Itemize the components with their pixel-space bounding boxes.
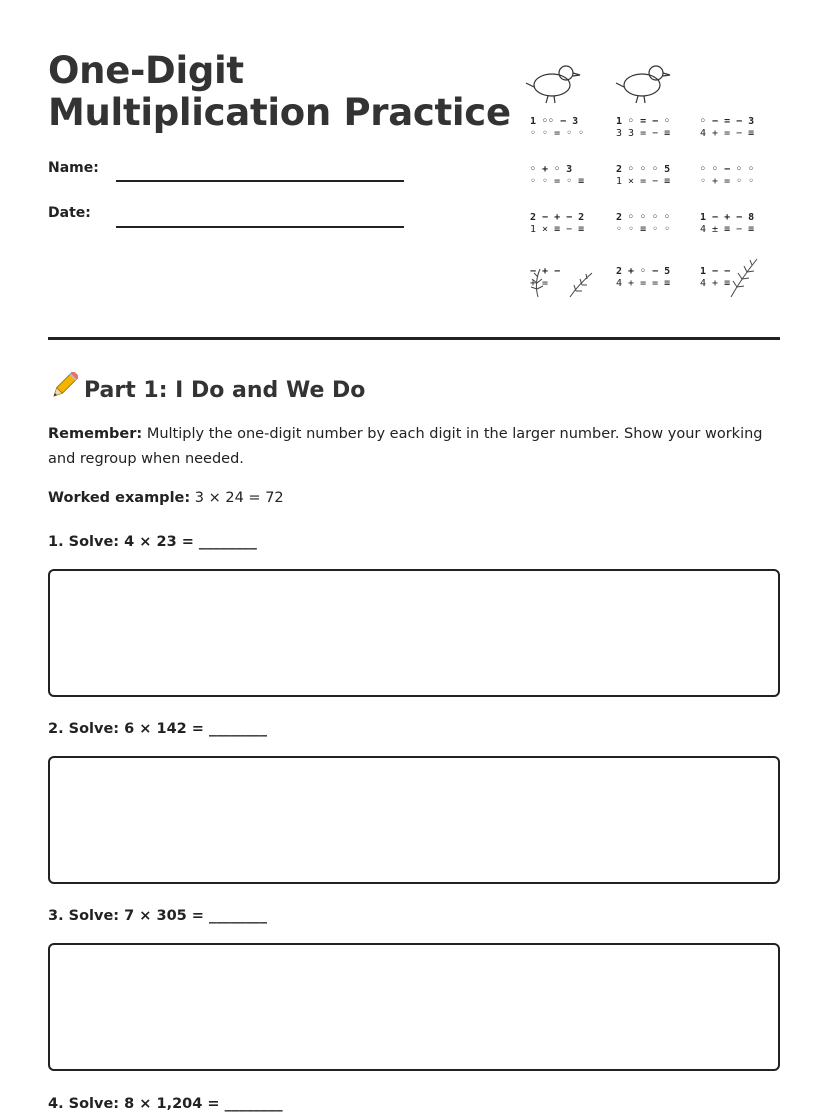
name-field[interactable] (116, 180, 404, 182)
art-cell-bottom: 4 ± ≡ − ≡ (700, 224, 755, 235)
art-cell-top: 2 ◦ ◦ ◦ ◦ (616, 212, 671, 223)
section-title-text: Part 1: I Do and We Do (84, 378, 366, 403)
art-cell-bottom: ◦ ◦ = ◦ ◦ (530, 128, 585, 139)
art-cell-bottom: 1 × = − ≡ (616, 176, 671, 187)
section-title (48, 372, 365, 403)
art-cell-bottom: ◦ ◦ ≡ ◦ ◦ (616, 224, 671, 235)
art-cell-bottom: ◦ ◦ = ◦ ≡ (530, 176, 585, 187)
date-field[interactable] (116, 226, 404, 228)
art-cell-top: ◦ + ◦ 3 (530, 164, 573, 175)
art-cell-top: 1 ◦ = − ◦ (616, 116, 671, 127)
pencil-icon (48, 372, 78, 402)
answer-box-1[interactable] (48, 569, 780, 697)
art-cell-top: 2 − + − 2 (530, 212, 585, 223)
title-line-2: Multiplication Practice (48, 91, 511, 134)
title-line-1: One-Digit (48, 49, 244, 92)
art-cell-bottom: 4 + = = ≡ (616, 278, 671, 289)
art-cell-top: 1 − + − 8 (700, 212, 755, 223)
remember-paragraph (48, 422, 778, 472)
question-4: 4. Solve: 8 × 1,204 = ________ (48, 1096, 283, 1112)
page-title (48, 50, 511, 134)
worked-example-label: Worked example: (48, 490, 191, 506)
art-cell-top: 1 ◦◦ − 3 (530, 116, 579, 127)
worked-example (48, 486, 778, 511)
question-2: 2. Solve: 6 × 142 = ________ (48, 721, 268, 737)
art-cell-bottom: 3 3 = − ≡ (616, 128, 671, 139)
answer-box-2[interactable] (48, 756, 780, 884)
art-cell-top: 1 − − (700, 266, 731, 277)
section-divider (48, 337, 780, 340)
answer-box-3[interactable] (48, 943, 780, 1071)
bird-icon (526, 66, 580, 103)
art-cell-top: 2 + ◦ − 5 (616, 266, 671, 277)
bird-icon (616, 66, 670, 103)
art-cell-top: 2 ◦ ◦ ◦ 5 (616, 164, 671, 175)
remember-text: Multiply the one-digit number by each digit in the larger number. Show your working and regroup when needed. (48, 426, 763, 467)
art-cell-bottom: 4 + = − ≡ (700, 128, 755, 139)
art-cell-top: ◦ ◦ − ◦ ◦ (700, 164, 755, 175)
worked-example-text: 3 × 24 = 72 (190, 490, 284, 506)
question-1: 1. Solve: 4 × 23 = ________ (48, 534, 257, 550)
art-cell-bottom: + = (530, 278, 549, 289)
date-label: Date: (48, 205, 91, 221)
art-cell-top: ◦ − = − 3 (700, 116, 755, 127)
art-symbol-grid (530, 117, 770, 307)
art-cell-top: − + − (530, 266, 561, 277)
remember-label: Remember: (48, 426, 143, 442)
art-cell-bottom: 4 + ≡ (700, 278, 731, 289)
name-label: Name: (48, 160, 99, 176)
question-3: 3. Solve: 7 × 305 = ________ (48, 908, 268, 924)
art-cell-bottom: ◦ + = ◦ ◦ (700, 176, 755, 187)
art-cell-bottom: 1 × ≡ − ≡ (530, 224, 585, 235)
